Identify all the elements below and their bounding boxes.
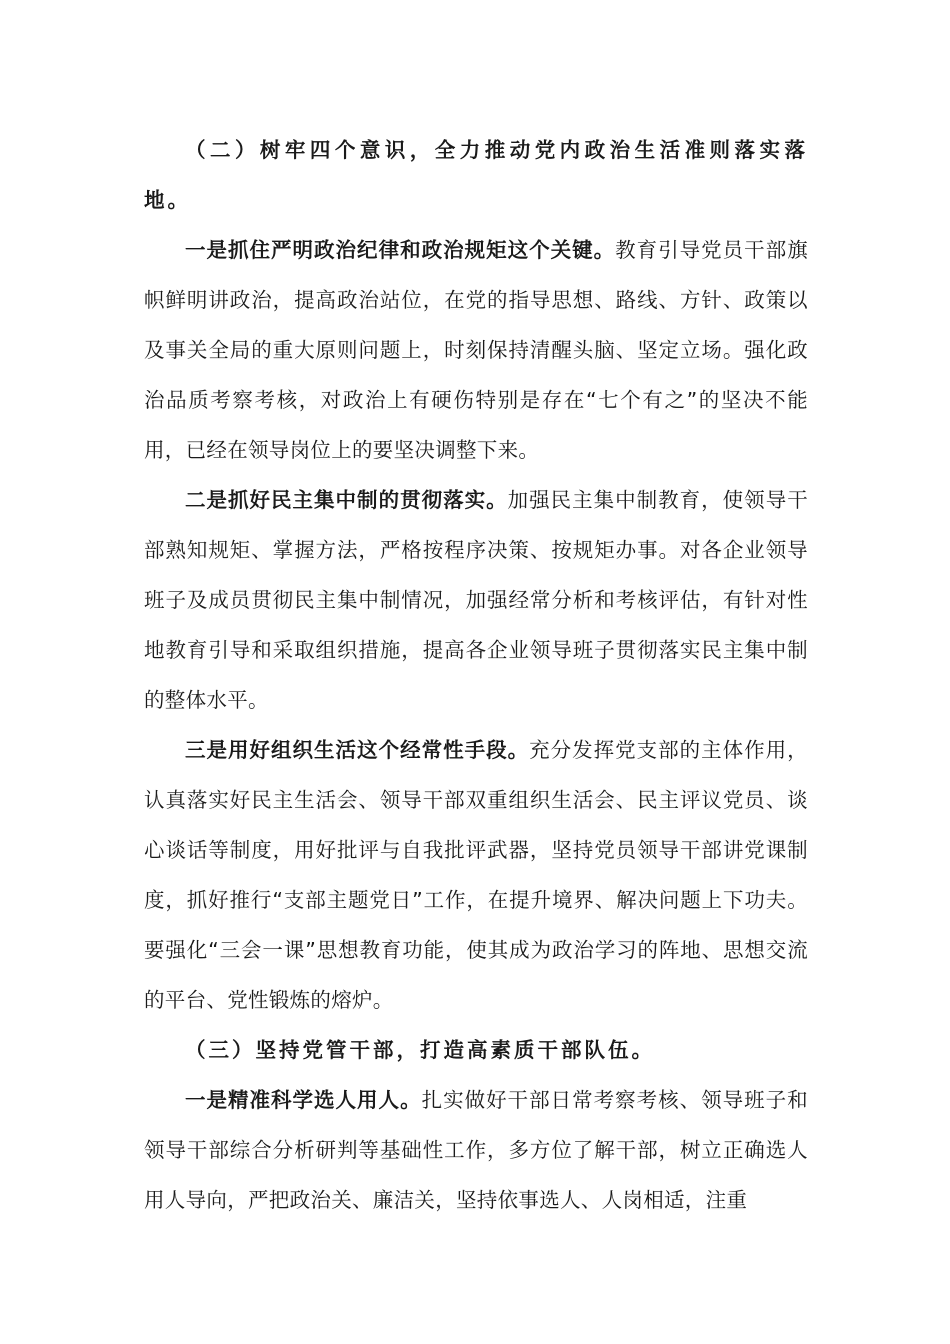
paragraph-lead: 三是用好组织生活这个经常性手段。	[185, 738, 530, 762]
heading-text: （二）树牢四个意识，全力推动党内政治生活准则落实落地。	[144, 138, 808, 212]
paragraph-1	[144, 225, 808, 475]
paragraph-body: 教育引导党员干部旗帜鲜明讲政治，提高政治站位，在党的指导思想、路线、方针、政策以及事关全局的重大原则问题上，时刻保持清醒头脑、坚定立场。强化政治品质考察考核，对政治上有硬伤特别是存在“七个有之”的坚决不能用，已经在领导岗位上的要坚决调整下来。	[144, 238, 808, 462]
paragraph-body: 充分发挥党支部的主体作用，认真落实好民主生活会、领导干部双重组织生活会、民主评议党员、谈心谈话等制度，用好批评与自我批评武器，坚持党员领导干部讲党课制度，抓好推行“支部主题党日”工作，在提升境界、解决问题上下功夫。要强化“三会一课”思想教育功能，使其成为政治学习的阵地、思想交流的平台、党性锻炼的熔炉。	[144, 738, 808, 1012]
paragraph-lead: 一是精准科学选人用人。	[185, 1088, 422, 1112]
paragraph-lead: 二是抓好民主集中制的贯彻落实。	[185, 488, 508, 512]
paragraph-2	[144, 475, 808, 725]
paragraph-lead: 一是抓住严明政治纪律和政治规矩这个关键。	[185, 238, 616, 262]
document-page	[144, 125, 808, 1225]
section-heading-2	[144, 125, 808, 225]
paragraph-3	[144, 725, 808, 1025]
paragraph-body: 扎实做好干部日常考察考核、领导班子和领导干部综合分析研判等基础性工作，多方位了解干部，树立正确选人用人导向，严把政治关、廉洁关，坚持依事选人、人岗相适，注重	[144, 1088, 808, 1212]
paragraph-body: 加强民主集中制教育，使领导干部熟知规矩、掌握方法，严格按程序决策、按规矩办事。对各企业领导班子及成员贯彻民主集中制情况，加强经常分析和考核评估，有针对性地教育引导和采取组织措施，提高各企业领导班子贯彻落实民主集中制的整体水平。	[144, 488, 808, 712]
heading-text: （三）坚持党管干部，打造高素质干部队伍。	[185, 1038, 655, 1062]
section-heading-3	[144, 1025, 808, 1075]
paragraph-4	[144, 1075, 808, 1225]
